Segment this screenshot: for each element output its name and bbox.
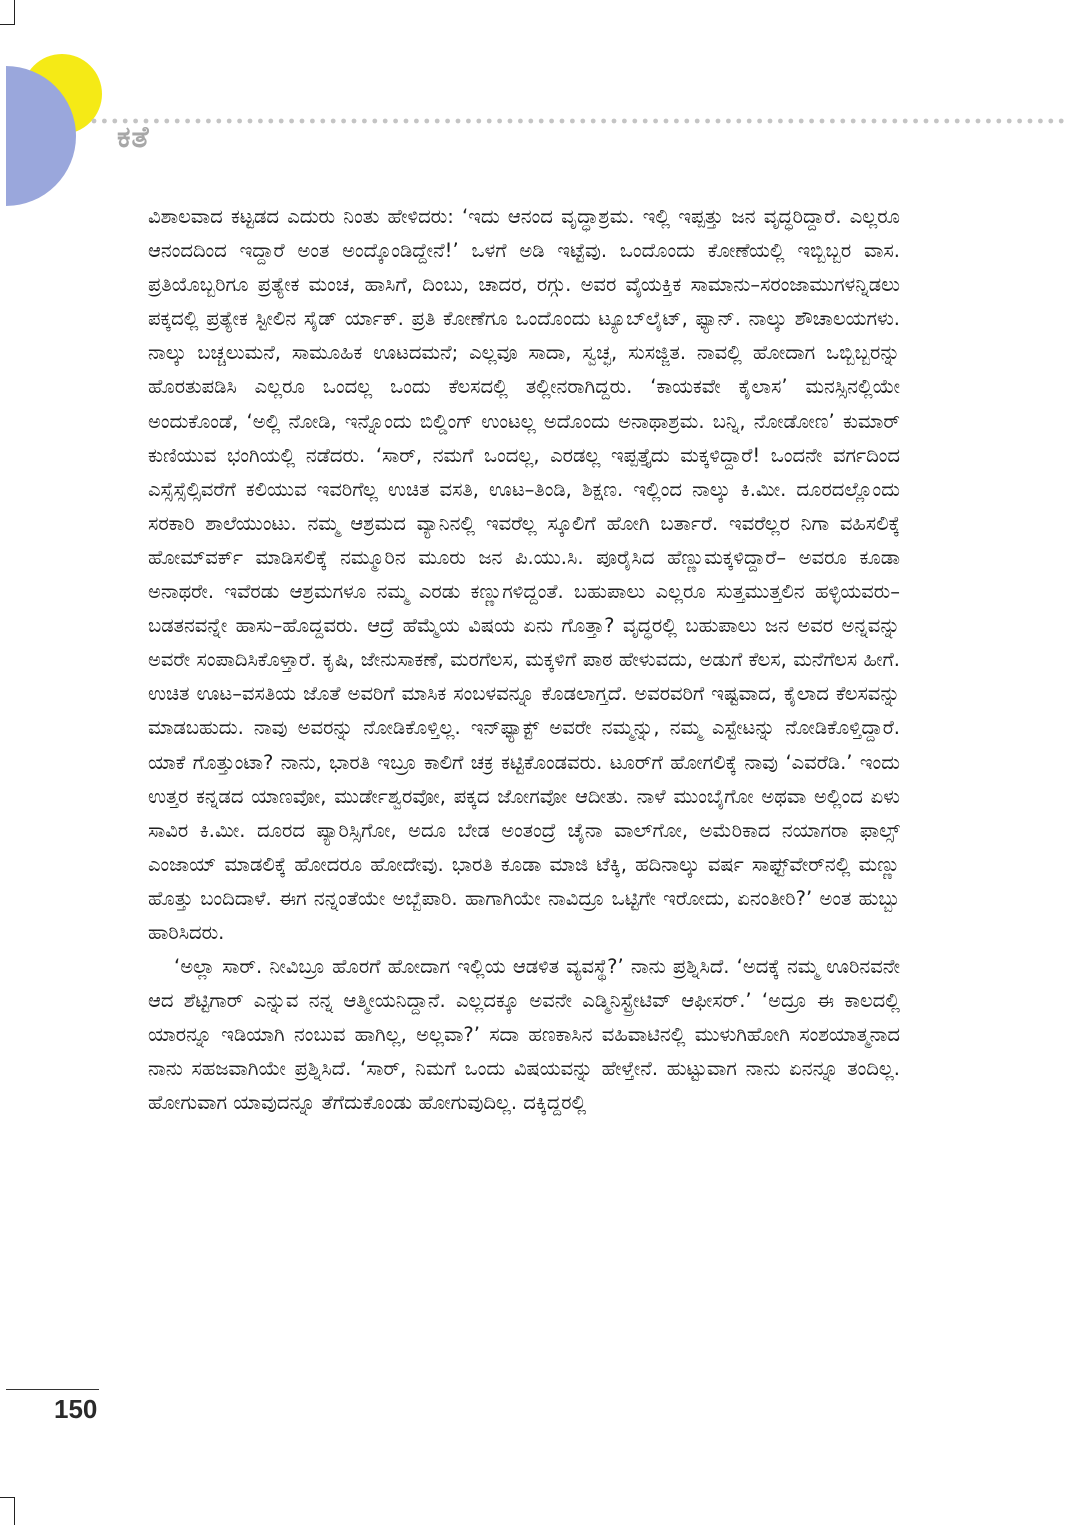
rule-dot xyxy=(1017,119,1022,124)
rule-dot xyxy=(476,119,481,124)
rule-dot xyxy=(934,119,939,124)
rule-dot xyxy=(216,119,221,124)
rule-dot xyxy=(976,119,981,124)
story-paragraph: ‘ಅಲ್ಲಾ ಸಾರ್. ನೀವಿಬ್ರೂ ಹೊರಗೆ ಹೋದಾಗ ಇಲ್ಲಿಯ ಆಡಳಿತ ವ್ಯವಸ್ಥೆ?’ ನಾನು ಪ್ರಶ್ನಿಸಿದೆ. ‘ಅದಕ್ಕೆ ನಮ್ಮ ಊರಿನವನೇ ಆದ ಶೆಟ್ಟಿಗಾರ್ ಎನ್ನುವ ನನ್ನ ಆತ್ಮೀಯನಿದ್ದಾನೆ. ಎಲ್ಲದಕ್ಕೂ ಅವನೇ ಎಡ್ಮಿನಿಸ್ಟ್ರೇಟಿವ್ ಆಫೀಸರ್.’ ‘ಅದ್ರೂ ಈ ಕಾಲದಲ್ಲಿ ಯಾರನ್ನೂ ಇಡಿಯಾಗಿ ನಂಬುವ ಹಾಗಿಲ್ಲ, ಅಲ್ಲವಾ?’ ಸದಾ ಹಣಕಾಸಿನ ವಹಿವಾಟಿನಲ್ಲಿ ಮುಳುಗಿಹೋಗಿ ಸಂಶಯಾತ್ಮನಾದ ನಾನು ಸಹಜವಾಗಿಯೇ ಪ್ರಶ್ನಿಸಿದೆ. ‘ಸಾರ್, ನಿಮಗೆ ಒಂದು ವಿಷಯವನ್ನು ಹೇಳ್ತೇನೆ. ಹುಟ್ಟುವಾಗ ನಾನು ಏನನ್ನೂ ತಂದಿಲ್ಲ. ಹೋಗುವಾಗ ಯಾವುದನ್ನೂ ತೆಗೆದುಕೊಂಡು ಹೋಗುವುದಿಲ್ಲ. ದಕ್ಕಿದ್ದರಲ್ಲಿ xyxy=(148,955,900,1115)
rule-dot xyxy=(1028,119,1033,124)
rule-dot xyxy=(632,119,637,124)
header-decoration xyxy=(0,0,1072,210)
rule-dot xyxy=(466,119,471,124)
rule-dot xyxy=(435,119,440,124)
rule-dot xyxy=(674,119,679,124)
rule-dot xyxy=(92,119,97,124)
rule-dot xyxy=(341,119,346,124)
dotted-rule xyxy=(92,119,1064,124)
rule-dot xyxy=(861,119,866,124)
rule-dot xyxy=(736,119,741,124)
rule-dot xyxy=(185,119,190,124)
rule-dot xyxy=(799,119,804,124)
rule-dot xyxy=(497,119,502,124)
rule-dot xyxy=(372,119,377,124)
rule-dot xyxy=(695,119,700,124)
rule-dot xyxy=(996,119,1001,124)
rule-dot xyxy=(778,119,783,124)
rule-dot xyxy=(1007,119,1012,124)
rule-dot xyxy=(809,119,814,124)
crop-mark-bottom-horizontal xyxy=(0,1497,15,1498)
rule-dot xyxy=(612,119,617,124)
rule-dot xyxy=(716,119,721,124)
rule-dot xyxy=(300,119,305,124)
rule-dot xyxy=(320,119,325,124)
rule-dot xyxy=(580,119,585,124)
section-label: ಕತೆ xyxy=(117,120,150,155)
rule-dot xyxy=(788,119,793,124)
rule-dot xyxy=(539,119,544,124)
rule-dot xyxy=(986,119,991,124)
rule-dot xyxy=(508,119,513,124)
rule-dot xyxy=(331,119,336,124)
rule-dot xyxy=(310,119,315,124)
page-number: 150 xyxy=(54,1394,98,1424)
rule-dot xyxy=(643,119,648,124)
rule-dot xyxy=(570,119,575,124)
rule-dot xyxy=(289,119,294,124)
page-number-rule xyxy=(6,1389,99,1390)
rule-dot xyxy=(456,119,461,124)
rule-dot xyxy=(279,119,284,124)
rule-dot xyxy=(362,119,367,124)
rule-dot xyxy=(820,119,825,124)
rule-dot xyxy=(653,119,658,124)
rule-dot xyxy=(851,119,856,124)
rule-dot xyxy=(487,119,492,124)
rule-dot xyxy=(955,119,960,124)
rule-dot xyxy=(528,119,533,124)
rule-dot xyxy=(664,119,669,124)
rule-dot xyxy=(445,119,450,124)
rule-dot xyxy=(840,119,845,124)
rule-dot xyxy=(913,119,918,124)
rule-dot xyxy=(747,119,752,124)
rule-dot xyxy=(206,119,211,124)
rule-dot xyxy=(768,119,773,124)
rule-dot xyxy=(352,119,357,124)
rule-dot xyxy=(830,119,835,124)
rule-dot xyxy=(258,119,263,124)
rule-dot xyxy=(102,119,107,124)
rule-dot xyxy=(154,119,159,124)
rule-dot xyxy=(726,119,731,124)
rule-dot xyxy=(944,119,949,124)
rule-dot xyxy=(882,119,887,124)
rule-dot xyxy=(872,119,877,124)
rule-dot xyxy=(518,119,523,124)
rule-dot xyxy=(1048,119,1053,124)
rule-dot xyxy=(196,119,201,124)
rule-dot xyxy=(248,119,253,124)
rule-dot xyxy=(560,119,565,124)
rule-dot xyxy=(164,119,169,124)
rule-dot xyxy=(237,119,242,124)
rule-dot xyxy=(393,119,398,124)
rule-dot xyxy=(227,119,232,124)
rule-dot xyxy=(414,119,419,124)
rule-dot xyxy=(903,119,908,124)
rule-dot xyxy=(591,119,596,124)
rule-dot xyxy=(924,119,929,124)
story-text xyxy=(148,200,900,1121)
rule-dot xyxy=(175,119,180,124)
rule-dot xyxy=(622,119,627,124)
rule-dot xyxy=(404,119,409,124)
rule-dot xyxy=(892,119,897,124)
rule-dot xyxy=(684,119,689,124)
rule-dot xyxy=(549,119,554,124)
story-paragraph: ವಿಶಾಲವಾದ ಕಟ್ಟಡದ ಎದುರು ನಿಂತು ಹೇಳಿದರು: ‘ಇದು ಆನಂದ ವೃದ್ಧಾಶ್ರಮ. ಇಲ್ಲಿ ಇಪ್ಪತ್ತು ಜನ ವೃದ್ಧರಿದ್ದಾರೆ. ಎಲ್ಲರೂ ಆನಂದದಿಂದ ಇದ್ದಾರೆ ಅಂತ ಅಂದ್ಕೊಂಡಿದ್ದೇನೆ!’ ಒಳಗೆ ಅಡಿ ಇಟ್ಟೆವು. ಒಂದೊಂದು ಕೋಣೆಯಲ್ಲಿ ಇಬ್ಬಿಬ್ಬರ ವಾಸ. ಪ್ರತಿಯೊಬ್ಬರಿಗೂ ಪ್ರತ್ಯೇಕ ಮಂಚ, ಹಾಸಿಗೆ, ದಿಂಬು, ಚಾದರ, ರಗ್ಗು. ಅವರ ವೈಯಕ್ತಿಕ ಸಾಮಾನು–ಸರಂಜಾಮುಗಳನ್ನಿಡಲು ಪಕ್ಕದಲ್ಲಿ ಪ್ರತ್ಯೇಕ ಸ್ಟೀಲಿನ ಸೈಡ್ ರ್ಯಾಕ್. ಪ್ರತಿ ಕೋಣೆಗೂ ಒಂದೊಂದು ಟ್ಯೂಬ್‌ಲೈಟ್, ಫ್ಯಾನ್. ನಾಲ್ಕು ಶೌಚಾಲಯಗಳು. ನಾಲ್ಕು ಬಚ್ಚಲುಮನೆ, ಸಾಮೂಹಿಕ ಊಟದಮನೆ; ಎಲ್ಲವೂ ಸಾದಾ, ಸ್ವಚ್ಛ, ಸುಸಜ್ಜಿತ. ನಾವಲ್ಲಿ ಹೋದಾಗ ಒಬ್ಬಿಬ್ಬರನ್ನು ಹೊರತುಪಡಿಸಿ ಎಲ್ಲರೂ ಒಂದಲ್ಲ ಒಂದು ಕೆಲಸದಲ್ಲಿ ತಲ್ಲೀನರಾಗಿದ್ದರು. ‘ಕಾಯಕವೇ ಕೈಲಾಸ’ ಮನಸ್ಸಿನಲ್ಲಿಯೇ ಅಂದುಕೊಂಡೆ, ‘ಅಲ್ಲಿ ನೋಡಿ, ಇನ್ನೊಂದು ಬಿಲ್ಡಿಂಗ್ ಉಂಟಲ್ಲ ಅದೊಂದು ಅನಾಥಾಶ್ರಮ. ಬನ್ನಿ, ನೋಡೋಣ’ ಕುಮಾರ್ ಕುಣಿಯುವ ಭಂಗಿಯಲ್ಲಿ ನಡೆದರು. ‘ಸಾರ್, ನಮಗೆ ಒಂದಲ್ಲ, ಎರಡಲ್ಲ ಇಪ್ಪತ್ತೈದು ಮಕ್ಕಳಿದ್ದಾರೆ! ಒಂದನೇ ವರ್ಗದಿಂದ ಎಸ್ಸೆಸ್ಸೆಲ್ಸಿವರೆಗೆ ಕಲಿಯುವ ಇವರಿಗೆಲ್ಲ ಉಚಿತ ವಸತಿ, ಊಟ–ತಿಂಡಿ, ಶಿಕ್ಷಣ. ಇಲ್ಲಿಂದ ನಾಲ್ಕು ಕಿ.ಮೀ. ದೂರದಲ್ಲೊಂದು ಸರಕಾರಿ ಶಾಲೆಯುಂಟು. ನಮ್ಮ ಆಶ್ರಮದ ವ್ಯಾನಿನಲ್ಲಿ ಇವರೆಲ್ಲ ಸ್ಕೂಲಿಗೆ ಹೋಗಿ ಬರ್ತಾರೆ. ಇವರೆಲ್ಲರ ನಿಗಾ ವಹಿಸಲಿಕ್ಕೆ ಹೋಮ್‌ವರ್ಕ್ ಮಾಡಿಸಲಿಕ್ಕೆ ನಮ್ಮೂರಿನ ಮೂರು ಜನ ಪಿ.ಯು.ಸಿ. ಪೂರೈಸಿದ ಹೆಣ್ಣುಮಕ್ಕಳಿದ್ದಾರೆ– ಅವರೂ ಕೂಡಾ ಅನಾಥರೇ. ಇವೆರಡು ಆಶ್ರಮಗಳೂ ನಮ್ಮ ಎರಡು ಕಣ್ಣುಗಳಿದ್ದಂತೆ. ಬಹುಪಾಲು ಎಲ್ಲರೂ ಸುತ್ತಮುತ್ತಲಿನ ಹಳ್ಳಿಯವರು– ಬಡತನವನ್ನೇ ಹಾಸು–ಹೊದ್ದವರು. ಆದ್ರೆ ಹೆಮ್ಮೆಯ ವಿಷಯ ಏನು ಗೊತ್ತಾ? ವೃದ್ಧರಲ್ಲಿ ಬಹುಪಾಲು ಜನ ಅವರ ಅನ್ನವನ್ನು ಅವರೇ ಸಂಪಾದಿಸಿಕೊಳ್ತಾರೆ. ಕೃಷಿ, ಜೇನುಸಾಕಣೆ, ಮರಗೆಲಸ, ಮಕ್ಕಳಿಗೆ ಪಾಠ ಹೇಳುವದು, ಅಡುಗೆ ಕೆಲಸ, ಮನೆಗೆಲಸ ಹೀಗೆ. ಉಚಿತ ಊಟ–ವಸತಿಯ ಜೊತೆ ಅವರಿಗೆ ಮಾಸಿಕ ಸಂಬಳವನ್ನೂ ಕೊಡಲಾಗ್ತದೆ. ಅವರವರಿಗೆ ಇಷ್ಟವಾದ, ಕೈಲಾದ ಕೆಲಸವನ್ನು ಮಾಡಬಹುದು. ನಾವು ಅವರನ್ನು ನೋಡಿಕೊಳ್ತಿಲ್ಲ. ಇನ್‌ಫ್ಯಾಕ್ಟ್ ಅವರೇ ನಮ್ಮನ್ನು, ನಮ್ಮ ಎಸ್ಟೇಟನ್ನು ನೋಡಿಕೊಳ್ತಿದ್ದಾರೆ. ಯಾಕೆ ಗೊತ್ತುಂಟಾ? ನಾನು, ಭಾರತಿ ಇಬ್ರೂ ಕಾಲಿಗೆ ಚಕ್ರ ಕಟ್ಟಿಕೊಂಡವರು. ಟೂರ್‌ಗೆ ಹೋಗಲಿಕ್ಕೆ ನಾವು ‘ಎವರೆಡಿ.’ ಇಂದು ಉತ್ತರ ಕನ್ನಡದ ಯಾಣವೋ, ಮುರ್ಡೇಶ್ವರವೋ, ಪಕ್ಕದ ಜೋಗವೋ ಆದೀತು. ನಾಳೆ ಮುಂಬೈಗೋ ಅಥವಾ ಅಲ್ಲಿಂದ ಏಳು ಸಾವಿರ ಕಿ.ಮೀ. ದೂರದ ಪ್ಯಾರಿಸ್ಸಿಗೋ, ಅದೂ ಬೇಡ ಅಂತಂದ್ರೆ ಚೈನಾ ವಾಲ್‌ಗೋ, ಅಮೆರಿಕಾದ ನಯಾಗರಾ ಫಾಲ್ಸ್ ಎಂಜಾಯ್ ಮಾಡಲಿಕ್ಕೆ ಹೋದರೂ ಹೋದೇವು. ಭಾರತಿ ಕೂಡಾ ಮಾಜಿ ಟೆಕ್ಕಿ, ಹದಿನಾಲ್ಕು ವರ್ಷ ಸಾಫ್ಟ್‌ವೇರ್‌ನಲ್ಲಿ ಮಣ್ಣು ಹೊತ್ತು ಬಂದಿದಾಳೆ. ಈಗ ನನ್ನಂತೆಯೇ ಅಬ್ಬೆಪಾರಿ. ಹಾಗಾಗಿಯೇ ನಾವಿದ್ರೂ ಒಟ್ಟಿಗೇ ಇರೋದು, ಏನಂತೀರಿ?’ ಅಂತ ಹುಬ್ಬು ಹಾರಿಸಿದರು. xyxy=(148,205,900,944)
rule-dot xyxy=(601,119,606,124)
rule-dot xyxy=(268,119,273,124)
rule-dot xyxy=(1059,119,1064,124)
crop-mark-bottom-vertical xyxy=(14,1497,15,1525)
rule-dot xyxy=(424,119,429,124)
rule-dot xyxy=(1038,119,1043,124)
rule-dot xyxy=(965,119,970,124)
rule-dot xyxy=(383,119,388,124)
rule-dot xyxy=(705,119,710,124)
rule-dot xyxy=(757,119,762,124)
